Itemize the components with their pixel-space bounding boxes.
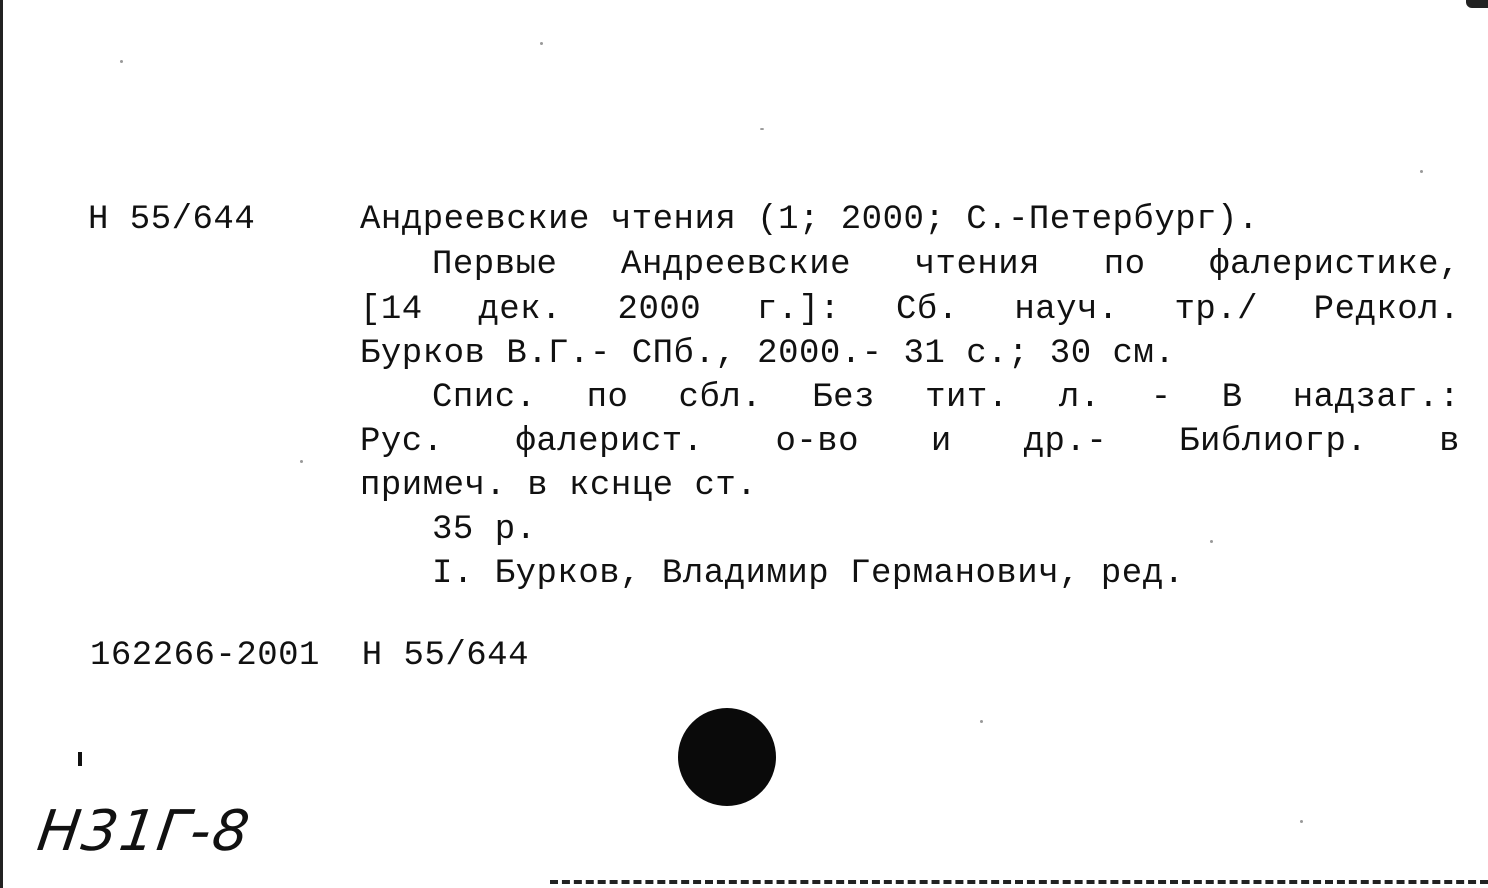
corner-mark xyxy=(1466,0,1488,8)
speck xyxy=(1300,820,1303,823)
speck xyxy=(1420,170,1423,173)
note-continued-text: Рус. фалерист. о-во и др.- Библиогр. в xyxy=(360,423,1460,461)
speck xyxy=(540,42,543,45)
speck xyxy=(120,60,123,63)
note-text: Спис. по сбл. Без тит. л. - В надзаг.: xyxy=(432,379,1460,417)
shelf-mark: Н 55/644 xyxy=(88,201,256,239)
note-end-line: примеч. в кснце ст. xyxy=(360,467,758,505)
heading-line: Андреевские чтения (1; 2000; С.-Петербург). xyxy=(360,201,1259,239)
card-left-edge xyxy=(0,0,3,888)
imprint-line: Бурков В.Г.- СПб., 2000.- 31 с.; 30 см. xyxy=(360,335,1176,373)
accession-footer: 162266-2001 Н 55/644 xyxy=(90,637,529,675)
price-line: 35 р. xyxy=(432,511,537,549)
speck xyxy=(300,460,303,463)
punch-hole xyxy=(678,708,776,806)
speck xyxy=(760,128,764,130)
note-line xyxy=(432,378,1460,418)
handwritten-note: Н31Г-8 xyxy=(33,799,256,864)
title-text: Первые Андреевские чтения по фалеристике, xyxy=(432,246,1460,284)
note-continued-line xyxy=(360,422,1460,462)
bottom-dashed-rule xyxy=(550,880,1488,884)
title-line xyxy=(432,245,1460,285)
editor-line: I. Бурков, Владимир Германович, ред. xyxy=(432,555,1185,593)
pencil-tick xyxy=(78,752,82,766)
description-text: [14 дек. 2000 г.]: Сб. науч. тр./ Редкол. xyxy=(360,291,1460,329)
speck xyxy=(980,720,983,723)
description-line xyxy=(360,290,1460,330)
